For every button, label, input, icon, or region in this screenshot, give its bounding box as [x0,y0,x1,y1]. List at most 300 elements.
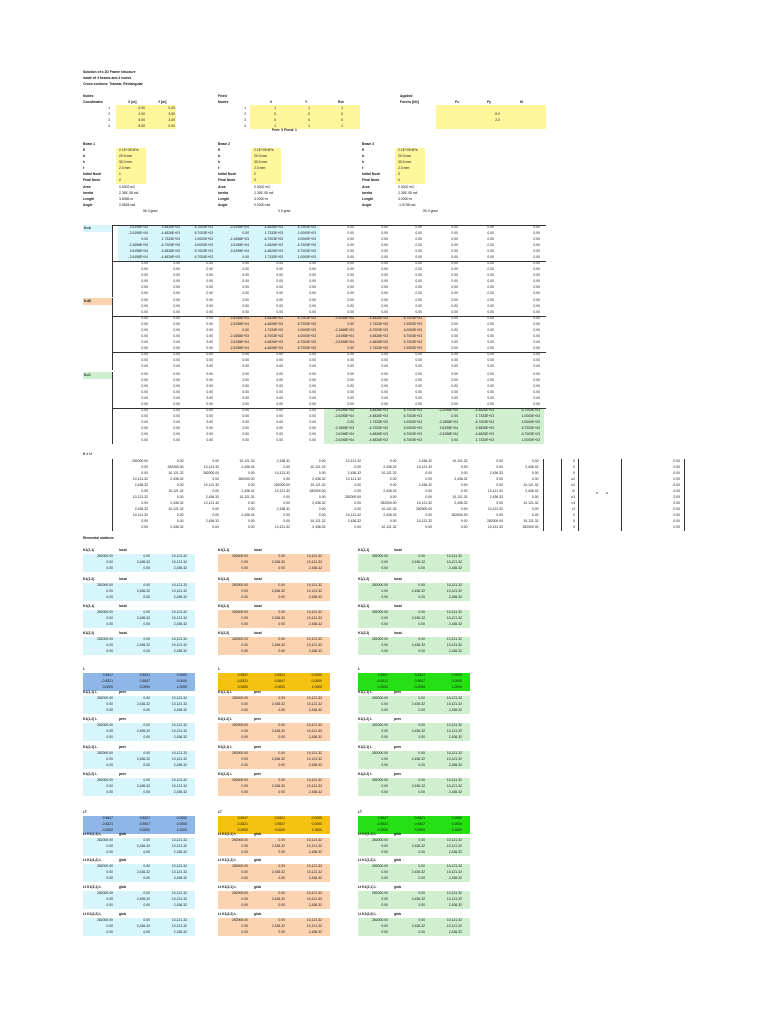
submatrix-value: 10,121.32 [171,864,187,868]
stiffness-value: 6.7003E+03 [297,346,316,350]
stiffness-value: 0.00 [533,255,540,259]
beam-param-value: 2.0 mm [254,166,266,170]
fx-header: Fx [455,100,459,104]
submatrix-value: 2,436.32 [308,708,322,712]
stiffness-value: 0.00 [347,285,354,289]
submatrix-value: 0.00 [241,876,248,880]
beam-param-value: 2.0 mm [398,166,410,170]
force-vector-entry: -5.00 [672,483,680,487]
system-matrix-value: 2,436.32 [418,459,432,463]
stiffness-value: 0.00 [276,304,283,308]
submatrix-value: 10,121.32 [171,610,187,614]
grid-line [684,459,685,531]
beam-param-value: 2 [254,172,256,176]
submatrix-value: 10,121.32 [306,757,322,761]
stiffness-value: 0.00 [533,249,540,253]
grid-line [112,298,113,370]
submatrix-value: 0.00 [418,723,425,727]
submatrix-value: 282000.00 [231,864,248,868]
stiffness-value: 0.00 [487,310,494,314]
stiffness-value: 6.7003E+03 [194,225,213,229]
stiffness-value: -2.6198E+04 [438,408,458,412]
submatrix-value: 282000.00 [371,864,388,868]
node-number: 2 [108,112,110,116]
submatrix-value: 282000.00 [96,838,113,842]
stiffness-value: 0.00 [141,328,148,332]
stiffness-value: 6.7003E+03 [403,438,422,442]
stiffness-value: 0.00 [487,402,494,406]
stiffness-value: 0.00 [276,279,283,283]
node-x: 5.00 [138,118,145,122]
beam-prop-label: Length [83,197,95,201]
submatrix-value: 10,121.32 [306,897,322,901]
submatrix-value: 0.00 [381,708,388,712]
stiffness-value: 0.00 [242,279,249,283]
stiffness-value: 0.00 [381,298,388,302]
sheet-title: Solution of a 2D Frame structure [83,70,136,74]
submatrix-label: LT [83,810,87,814]
stiffness-value: 6.7003E+03 [403,432,422,436]
stiffness-value: 4.4826E+03 [264,340,283,344]
system-matrix-value: 0.00 [531,477,539,481]
system-matrix-value: 10,121.32 [487,489,503,493]
stiffness-value: 0.00 [173,291,180,295]
system-matrix-value: 0.00 [389,495,397,499]
submatrix-value: 10,121.32 [171,891,187,895]
stiffness-value: 0.00 [173,322,180,326]
stiffness-value: 0.00 [173,414,180,418]
stiffness-value: 1.0000E+03 [297,328,316,332]
submatrix-value: 0.5547 [102,816,113,820]
submatrix-value: 0.00 [278,637,285,641]
stiffness-value: 6.7003E+03 [297,243,316,247]
submatrix-value: 0.00 [381,622,388,626]
sheet-cross-sections: Cross sections: Tubular, Rectangular [83,82,143,86]
stiffness-value: -2.6198E+04 [229,322,249,326]
submatrix-header: prev [119,717,127,721]
system-matrix-value: 0.00 [247,519,255,523]
beam-prop-value: -1.5708 rad [398,203,416,207]
submatrix-value: 2,436.32 [173,903,187,907]
submatrix-value: 0.8321 [274,816,285,820]
submatrix-value: -0.8321 [101,679,113,683]
stiffness-value: 4.0000E+03 [403,328,422,332]
beam-prop-label: Area [218,185,226,189]
stiffness-value: -2.1658E+03 [128,243,148,247]
stiffness-value: 0.00 [415,384,422,388]
stiffness-value: 0.00 [487,225,494,229]
stiffness-value: 4.0000E+03 [297,334,316,338]
submatrix-value: 0.00 [106,729,113,733]
stiffness-value: 0.00 [173,384,180,388]
submatrix-value: 0.00 [143,778,150,782]
stiffness-value: 0.00 [347,243,354,247]
submatrix-value: 10,121.32 [446,864,462,868]
submatrix-value: 0.00 [278,876,285,880]
submatrix-header: prev [394,690,402,694]
system-matrix-value: 0.00 [141,465,148,469]
stiffness-value: 0.00 [242,372,249,376]
submatrix-value: 0.00 [241,589,248,593]
stiffness-value: 0.00 [487,249,494,253]
submatrix-value: 282000.00 [96,778,113,782]
stiffness-value: 0.00 [347,402,354,406]
submatrix-header: glob [119,912,127,916]
submatrix-value: 10,121.32 [306,702,322,706]
submatrix-value: 10,121.32 [171,696,187,700]
stiffness-value: -4.4826E+03 [263,322,283,326]
unknown-vector-entry: v3 [571,501,575,505]
submatrix-value: 0.0000 [451,679,462,683]
node-y: 0.00 [168,124,175,128]
system-matrix-value: 10,121.32 [416,465,432,469]
submatrix-label: Lt K1(1,1) L [218,832,237,836]
submatrix-value: 10,121.32 [306,723,322,727]
grid-line [543,459,544,531]
submatrix-value: 2,436.32 [271,897,285,901]
stiffness-value: 0.00 [141,237,148,241]
beam-param-label: t [218,166,220,170]
system-matrix-value: 2,436.32 [312,501,326,505]
submatrix-value: 0.00 [241,790,248,794]
stiffness-value: 0.00 [242,358,249,362]
stiffness-value: 0.00 [533,390,540,394]
submatrix-value: 2,436.32 [173,566,187,570]
beam-prop-value: 3.6056 m [119,197,134,201]
stiffness-value: 0.00 [451,267,458,271]
system-matrix-value: 0.00 [425,525,432,529]
submatrix-value: 2,436.32 [136,897,150,901]
stiffness-value: 0.00 [276,364,283,368]
stiffness-value: 0.00 [381,249,388,253]
system-matrix-value: 2,436.32 [170,525,184,529]
submatrix-value: 10,121.32 [306,870,322,874]
stiffness-value: -2.6198E+04 [128,231,148,235]
stiffness-value: 0.00 [141,402,148,406]
stiffness-value: 0.00 [276,384,283,388]
stiffness-value: 6.7003E+03 [194,255,213,259]
submatrix-value: 282000.00 [231,637,248,641]
system-matrix-value: 0.00 [141,519,148,523]
submatrix-value: 0.00 [418,696,425,700]
system-matrix-value: 0.00 [460,507,468,511]
submatrix-value: 2,436.32 [136,757,150,761]
stiffness-value: 0.00 [242,267,249,271]
submatrix-value: 282000.00 [231,751,248,755]
submatrix-value: 0.00 [278,930,285,934]
system-matrix-value: 2,436.32 [383,465,397,469]
submatrix-value: 2,436.32 [271,702,285,706]
stiffness-value: 0.00 [206,426,213,430]
system-matrix-value: 2,436.32 [312,525,326,529]
stiffness-value: 0.00 [276,291,283,295]
stiffness-value: 0.00 [487,273,494,277]
submatrix-value: 0.00 [106,784,113,788]
submatrix-value: 0.5547 [414,822,425,826]
stiffness-value: 0.00 [141,298,148,302]
submatrix-value: 0.0000 [102,828,113,832]
stiffness-value: 0.00 [242,273,249,277]
stiffness-value: 0.00 [347,322,354,326]
stiffness-value: 0.00 [242,402,249,406]
submatrix-value: 0.00 [143,610,150,614]
fixed-node-number: 1 [244,106,246,110]
submatrix-value: 282000.00 [371,723,388,727]
stiffness-value: 0.00 [173,346,180,350]
submatrix-value: -0.8321 [376,822,388,826]
stiffness-value: 0.00 [173,352,180,356]
stiffness-value: -2.6198E+04 [128,255,148,259]
submatrix-label: K1(2,2) [83,631,95,635]
stiffness-value: -4.4826E+03 [368,438,388,442]
submatrix-value: 0.00 [278,903,285,907]
submatrix-value: 2,436.32 [136,616,150,620]
stiffness-value: 0.00 [451,322,458,326]
stiffness-value: 0.00 [347,255,354,259]
submatrix-value: 0.00 [106,643,113,647]
stiffness-value: 0.00 [242,396,249,400]
submatrix-value: 0.00 [418,838,425,842]
submatrix-value: 0.0000 [377,685,388,689]
stiffness-value: 0.00 [533,340,540,344]
submatrix-value: 2,436.32 [308,735,322,739]
applied-label: Applied [400,94,413,98]
stiffness-value: -4.4826E+03 [263,346,283,350]
beam-param-value: 2.1E+05 kPa [119,148,139,152]
stiffness-value: 1.0000E+03 [297,231,316,235]
system-matrix-value: 10,121.32 [274,489,290,493]
stiffness-value: 0.00 [141,334,148,338]
beam-name: Beam 1 [83,142,96,146]
submatrix-value: 2,436.32 [411,616,425,620]
unknown-vector-entry: 0 [573,471,575,475]
submatrix-value: 0.00 [381,729,388,733]
system-matrix-value: 0.00 [354,525,361,529]
stiffness-value: 0.00 [276,352,283,356]
beam-prop-label: Area [83,185,91,189]
stiffness-value: 4.0000E+03 [521,420,540,424]
stiffness-value: 0.00 [276,261,283,265]
submatrix-value: 10,121.32 [306,560,322,564]
beam-prop-label: Inertia [362,191,373,195]
stiffness-value: 0.00 [141,364,148,368]
stiffness-value: 0.00 [173,310,180,314]
stiffness-value: 0.00 [242,352,249,356]
stiffness-value: 0.00 [276,420,283,424]
submatrix-value: 0.00 [418,930,425,934]
submatrix-header: glob [119,832,127,836]
stiffness-value: 0.00 [141,414,148,418]
stiffness-value: 0.00 [533,267,540,271]
submatrix-value: 2,436.32 [411,643,425,647]
stiffness-value: -4.4826E+03 [263,249,283,253]
submatrix-value: 0.00 [381,844,388,848]
stiffness-value: 0.00 [309,279,316,283]
stiffness-value: 0.00 [533,316,540,320]
fixed-node-number: 2 [244,112,246,116]
submatrix-value: 10,121.32 [171,924,187,928]
system-matrix-value: 0.00 [389,483,397,487]
stiffness-value: 4.4826E+03 [264,243,283,247]
beam-param-label: h [362,160,365,164]
stiffness-value: 0.00 [415,364,422,368]
submatrix-value: 0.00 [241,649,248,653]
stiffness-value: 0.00 [309,364,316,368]
stiffness-value: 1.0000E+03 [403,346,422,350]
unknown-vector-entry: u3 [571,495,575,499]
beam-param-label: Initial Node [218,172,237,176]
stiffness-value: 0.00 [206,267,213,271]
system-matrix-value: 0.00 [496,477,503,481]
stiffness-value: 4.0000E+03 [194,243,213,247]
system-matrix-value: 10,121.32 [381,471,397,475]
submatrix-value: 0.00 [143,918,150,922]
system-matrix-value: 2,436.32 [454,501,468,505]
submatrix-header: local [394,548,402,552]
stiffness-value: 0.00 [381,364,388,368]
submatrix-header: glob [394,832,402,836]
system-matrix-value: 10,121.32 [345,459,361,463]
beam-angle-deg: 56.3 grad [143,209,158,213]
system-matrix-value: 0.00 [460,525,468,529]
stiffness-value: 0.00 [381,310,388,314]
submatrix-value: 0.00 [278,763,285,767]
fixed-rot: 1 [341,106,343,110]
fixed-rot: 0 [341,118,343,122]
stiffness-value: 0.00 [173,364,180,368]
stiffness-value: 0.00 [276,285,283,289]
submatrix-value: 10,121.32 [446,838,462,842]
submatrix-value: 0.00 [106,757,113,761]
submatrix-value: 0.00 [418,583,425,587]
stiffness-value: 0.00 [381,396,388,400]
submatrix-label: K1(1,2) L [358,717,373,721]
stiffness-value: -6.7003E+03 [474,420,494,424]
submatrix-value: 0.00 [143,838,150,842]
stiffness-value: 0.00 [451,372,458,376]
beam-param-value: 2 [119,178,121,182]
submatrix-value: 0.0000 [176,673,187,677]
system-matrix-value: 0.00 [141,489,148,493]
stiffness-value: 0.00 [487,358,494,362]
stiffness-value: 0.00 [206,364,213,368]
submatrix-value: 0.00 [106,566,113,570]
stiffness-value: 0.00 [381,285,388,289]
submatrix-value: 10,121.32 [171,897,187,901]
stiffness-value: -4.4826E+03 [160,255,180,259]
stiffness-value: 1.0000E+03 [194,237,213,241]
stiffness-value: 0.00 [141,390,148,394]
stiffness-value: 4.4826E+03 [369,334,388,338]
stiffness-value: 0.00 [206,384,213,388]
submatrix-value: 2,436.32 [308,903,322,907]
stiffness-value: 0.00 [381,279,388,283]
beam-prop-value: 0.0002 m2 [119,185,136,189]
stiffness-value: 0.00 [451,334,458,338]
submatrix-value: -0.8321 [236,822,248,826]
stiffness-value: 0.00 [173,316,180,320]
stiffness-value: 0.00 [451,304,458,308]
submatrix-value: 0.00 [381,560,388,564]
stiffness-value: 0.00 [242,285,249,289]
stiffness-value: 0.00 [533,279,540,283]
stiffness-value: 0.00 [381,384,388,388]
stiffness-value: 0.00 [141,384,148,388]
stiffness-value: 0.00 [206,291,213,295]
submatrix-value: 0.00 [106,870,113,874]
stiffness-value: 0.00 [309,358,316,362]
submatrix-value: 0.00 [418,864,425,868]
submatrix-value: 2,436.32 [411,784,425,788]
submatrix-value: 0.5547 [237,673,248,677]
system-matrix-value: 0.00 [176,519,184,523]
fixed-x-header: X [270,100,273,104]
submatrix-value: 0.00 [278,790,285,794]
submatrix-value: 10,121.32 [171,583,187,587]
submatrix-value: 10,121.32 [171,702,187,706]
submatrix-value: 0.00 [418,649,425,653]
submatrix-value: 0.00 [106,589,113,593]
system-matrix-value: 2,436.32 [489,495,503,499]
submatrix-value: 0.00 [381,616,388,620]
submatrix-value: 0.00 [241,903,248,907]
submatrix-value: 2,436.32 [448,763,462,767]
system-matrix-value: 0.00 [141,525,148,529]
stiffness-value: 0.00 [533,378,540,382]
stiffness-value: 0.00 [206,378,213,382]
stiffness-value: 0.00 [487,261,494,265]
stiffness-value: 0.00 [347,231,354,235]
submatrix-value: 2,436.32 [411,589,425,593]
stiffness-value: 0.00 [347,358,354,362]
stiffness-value: 0.00 [242,438,249,442]
submatrix-value: 282000.00 [231,918,248,922]
submatrix-header: glob [119,885,127,889]
submatrix-value: 0.00 [241,897,248,901]
submatrix-value: 0.00 [241,622,248,626]
stiffness-value: 0.00 [276,432,283,436]
stiffness-value: 0.00 [347,261,354,265]
stiffness-value: 0.00 [206,420,213,424]
system-matrix-value: 0.00 [425,471,432,475]
submatrix-value: 0.0000 [311,679,322,683]
submatrix-value: 0.8321 [139,673,150,677]
system-matrix-value: 10,121.32 [310,519,326,523]
system-matrix-value: 10,121.32 [239,459,255,463]
system-matrix-value: 0.00 [531,459,539,463]
stiffness-value: 6.7003E+03 [403,408,422,412]
submatrix-value: 0.00 [381,850,388,854]
submatrix-value: 0.00 [143,649,150,653]
submatrix-value: 2,436.32 [271,616,285,620]
stiffness-value: 6.7003E+03 [297,322,316,326]
submatrix-value: 0.00 [278,610,285,614]
stiffness-value: 0.00 [347,273,354,277]
submatrix-value: 1.0000 [451,685,462,689]
force-vector-entry: 0.00 [673,471,680,475]
submatrix-value: 0.0000 [237,828,248,832]
submatrix-value: 2,436.32 [173,763,187,767]
fixed-rot: 0 [341,112,343,116]
beam-param-value: 2.0 mm [119,166,131,170]
submatrix-value: 0.00 [241,702,248,706]
fixed-y-header: Y [305,100,308,104]
submatrix-value: 282000.00 [96,637,113,641]
submatrix-value: 2,436.32 [271,757,285,761]
submatrix-label: Lt K1(2,1) L [218,885,237,889]
system-matrix-value: 10,121.32 [381,507,397,511]
stiffness-value: 6.7003E+03 [403,334,422,338]
